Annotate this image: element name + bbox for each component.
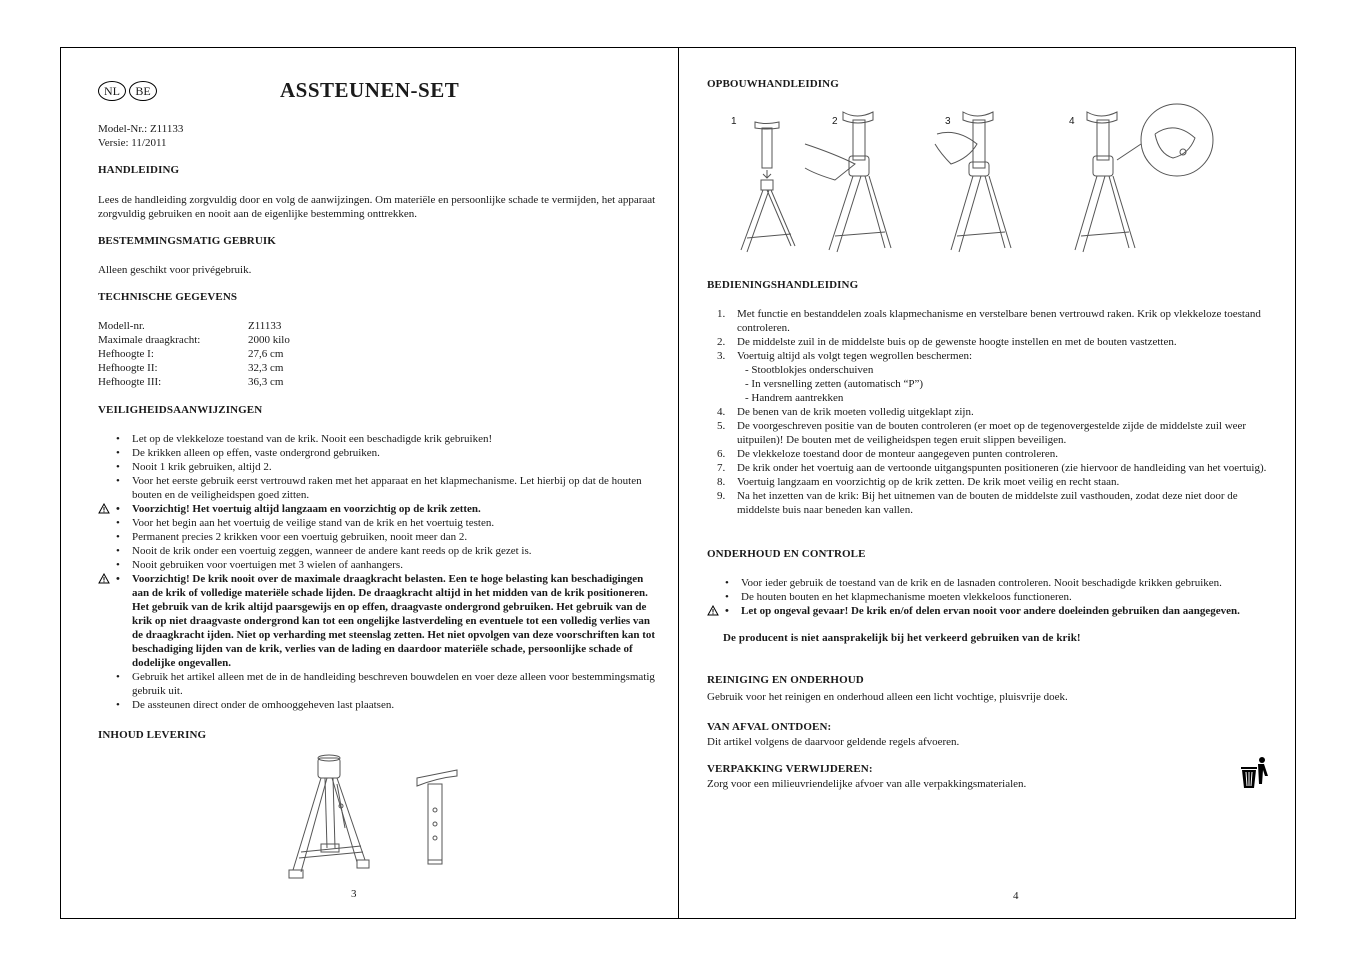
list-item [707,405,1282,419]
item-number: 5. [717,420,726,432]
safety-text: Voor het begin aan het voertuig de veilige stand van de krik en het voertuig testen. [132,517,495,529]
producer-note: De producent is niet aansprakelijk bij het verkeerd gebruiken van de krik! [723,632,1081,644]
item-number: 6. [717,448,726,460]
item-number: 9. [717,490,726,502]
onderhoud-text: De houten bouten en het klapmechanisme moeten vlekkeloos functioneren. [741,591,1072,603]
step-label-3: 3 [945,116,951,127]
tech-table [98,319,290,389]
item-text: De middelste zuil in de middelste buis op de gewenste hoogte instellen en met de bouten vastzetten. [737,336,1177,348]
warning-icon [707,605,719,620]
gebruik-text: Alleen geschikt voor privégebruik. [98,264,252,276]
safety-text: Gebruik het artikel alleen met de in de handleiding beschreven bouwdelen en voer deze alleen voor bestemmingsmatig gebruik uit. [132,671,655,697]
list-item-warning: • Voorzichtig! De krik nooit over de maximale draagkracht belasten. Een te hoge belasting kan beschadigingen aan de krik of volledige materiële schade lijden. De draagkracht altijd in het midden van de krik positioneren. Het gebruik van de krik altijd paarsgewijs en op effen, draagvaste ondergrond gebruiken. Het gebruik van de krik op niet draagvaste ondergrond kan tot een ongelijke lastverdeling en eventuele tot een volledig verlies van de draagkracht ijden. Niet op verharding met steenslag zetten. Het niet opvolgen van deze voorschriften kan tot beschadiging lijden van de krik, verlies van de lading en daardoor materiële schade, persoonlijke schade of dodelijke ongevallen. [98,572,663,670]
list-item: • Voor ieder gebruik de toestand van de krik en de lasnaden controleren. Nooit beschadigde krikken gebruiken. [725,577,1222,589]
safety-text: Nooit 1 krik gebruiken, altijd 2. [132,461,272,473]
warning-icon [98,573,110,588]
safety-text: Nooit de krik onder een voertuig zeggen, wanneer de andere kant reeds op de krik gezet is. [132,545,532,557]
list-subitem [707,391,1282,405]
tech-value: 36,3 cm [248,376,284,388]
item-number: 3. [717,350,726,362]
verpakking-text: Zorg voor een milieuvriendelijke afvoer van alle verpakkingsmaterialen. [707,778,1027,790]
safety-text: De assteunen direct onder de omhooggeheven last plaatsen. [132,699,395,711]
list-item-warning: • Voorzichtig! Het voertuig altijd langzaam en voorzichtig op de krik zetten. [98,502,663,516]
heading-levering: INHOUD LEVERING [98,729,207,741]
item-number: 1. [717,308,726,320]
afval-text: Dit artikel volgens de daarvoor geldende regels afvoeren. [707,736,960,748]
heading-afval: VAN AFVAL ONTDOEN: [707,721,832,733]
heading-onderhoud: ONDERHOUD EN CONTROLE [707,548,866,560]
list-item: • Nooit 1 krik gebruiken, altijd 2. [116,461,272,473]
item-text: - Stootblokjes onderschuiven [745,364,874,376]
item-text: De benen van de krik moeten volledig uitgeklapt zijn. [737,406,974,418]
item-number: 2. [717,336,726,348]
safety-list [98,432,663,712]
list-item: • Voor het begin aan het voertuig de veilige stand van de krik en het voertuig testen. [116,517,495,529]
list-item: • Let op de vlekkeloze toestand van de krik. Nooit een beschadigde krik gebruiken! [116,433,493,445]
list-item [707,307,1282,335]
model-number: Model-Nr.: Z11133 [98,123,184,135]
tech-value: 32,3 cm [248,362,284,374]
document-title: ASSTEUNEN-SET [280,78,460,102]
heading-veiligheid: VEILIGHEIDSAANWIJZINGEN [98,404,263,416]
tech-value: Z11133 [248,320,282,332]
tech-label: Modell-nr. [98,320,145,332]
item-text: Met functie en bestanddelen zoals klapmechanisme en verstelbare benen vertrouwd raken. Krik op vlekkeloze toestand controleren. [737,308,1261,334]
page-number-right: 4 [1013,890,1019,902]
heading-reiniging: REINIGING EN ONDERHOUD [707,674,864,686]
heading-technisch: TECHNISCHE GEGEVENS [98,291,238,303]
list-item [707,461,1282,475]
heading-bediening: BEDIENINGSHANDLEIDING [707,279,859,291]
list-item [707,349,1282,363]
step-label-1: 1 [731,116,737,127]
item-text: De krik onder het voertuig aan de vertoonde uitgangspunten positioneren (zie hiervoor de handleiding van het voertuig). [737,462,1267,474]
tech-row [98,347,290,361]
item-text: Na het inzetten van de krik: Bij het uitnemen van de bouten de middelste zuil vasthouden, zodat deze niet door de middelste buis naar beneden kan vallen. [737,490,1238,516]
tech-label: Hefhoogte II: [98,362,158,374]
bediening-list [707,307,1282,517]
heading-handleiding: HANDLEIDING [98,164,180,176]
list-subitem [707,363,1282,377]
item-text: De voorgeschreven positie van de bouten controleren (er moet op de tegenovergestelde zijde de middelste zuil weer uitpuilen)! De bouten met de veiligheidspen tegen eruit slippen beveiligen. [737,420,1247,446]
tech-label: Maximale draagkracht: [98,334,201,346]
safety-text: Voorzichtig! De krik nooit over de maximale draagkracht belasten. Een te hoge belasting kan beschadigingen aan de krik of volledige materiële schade lijden. De draagkracht altijd in het midden van de krik positioneren. Het gebruik van de krik altijd paarsgewijs en op effen, draagvaste ondergrond gebruiken. Het gebruik van de krik op niet draagvaste ondergrond kan tot een ongelijke lastverdeling en eventuele tot een volledig verlies van de draagkracht ijden. Niet op verharding met steenslag zetten. Het niet opvolgen van deze voorschriften kan tot beschadiging lijden van de krik, verlies van de lading en daardoor materiële schade, persoonlijke schade of dodelijke ongevallen. [132,573,656,669]
badge-be: BE [129,81,157,101]
list-subitem [707,377,1282,391]
tech-value: 2000 kilo [248,334,290,346]
item-text: Voertuig altijd als volgt tegen wegrollen beschermen: [737,350,973,362]
safety-text: Voorzichtig! Het voertuig altijd langzaam en voorzichtig op de krik zetten. [132,503,481,515]
list-item [707,475,1282,489]
tech-label: Hefhoogte III: [98,376,162,388]
tech-row [98,333,290,347]
safety-text: Permanent precies 2 krikken voor een voertuig gebruiken, nooit meer dan 2. [132,531,468,543]
handleiding-text: Lees de handleiding zorgvuldig door en volg de aanwijzingen. Om materiële en persoonlijke schade te vermijden, het apparaat zorgvuldig gebruiken en nooit aan de eigenlijke bestemming onttrekken. [98,194,656,220]
item-text: - In versnelling zetten (automatisch “P”) [745,378,924,390]
item-number: 8. [717,476,726,488]
safety-text: Let op de vlekkeloze toestand van de krik. Nooit een beschadigde krik gebruiken! [132,433,493,445]
onderhoud-text: Let op ongeval gevaar! De krik en/of delen ervan nooit voor andere doeleinden gebruiken dan aangegeven. [741,605,1240,617]
safety-text: Voor het eerste gebruik eerst vertrouwd raken met het apparaat en het klapmechanisme. Let hierbij op dat de houten bouten en de veiligheidspen goed zitten. [132,475,642,501]
assembly-illustration [725,100,1245,270]
onderhoud-list [707,576,1282,618]
tech-row [98,361,290,375]
reiniging-text: Gebruik voor het reinigen en onderhoud alleen een licht vochtige, pluisvrije doek. [707,691,1068,703]
delivery-illustration [275,748,475,888]
list-item [707,447,1282,461]
onderhoud-text: Voor ieder gebruik de toestand van de krik en de lasnaden controleren. Nooit beschadigde krikken gebruiken. [741,577,1222,589]
step-label-2: 2 [832,116,838,127]
list-item: • De krikken alleen op effen, vaste ondergrond gebruiken. [116,447,380,459]
list-item: • De assteunen direct onder de omhooggeheven last plaatsen. [116,699,395,711]
list-item: • De houten bouten en het klapmechanisme moeten vlekkeloos functioneren. [725,591,1072,603]
list-item [707,489,1282,517]
item-number: 4. [717,406,726,418]
list-item: • Permanent precies 2 krikken voor een voertuig gebruiken, nooit meer dan 2. [116,531,468,543]
list-item [707,419,1282,447]
version: Versie: 11/2011 [98,137,167,149]
heading-opbouw: OPBOUWHANDLEIDING [707,78,839,90]
list-item: • Voor het eerste gebruik eerst vertrouwd raken met het apparaat en het klapmechanisme. Let hierbij op dat de houten bouten en de veiligheidspen goed zitten. [116,475,642,501]
list-item: • Nooit gebruiken voor voertuigen met 3 wielen of aanhangers. [116,559,403,571]
list-item: • Nooit de krik onder een voertuig zeggen, wanneer de andere kant reeds op de krik gezet is. [116,545,532,557]
step-label-4: 4 [1069,116,1075,127]
recycle-bin-icon [1240,756,1270,792]
heading-gebruik: BESTEMMINGSMATIG GEBRUIK [98,235,276,247]
item-text: Voertuig langzaam en voorzichtig op de krik zetten. De krik moet veilig en recht staan. [737,476,1120,488]
tech-row [98,375,290,389]
tech-row [98,319,290,333]
item-text: - Handrem aantrekken [745,392,844,404]
item-text: De vlekkeloze toestand door de monteur aangegeven punten controleren. [737,448,1059,460]
language-badges [98,81,160,101]
page-divider [678,47,679,919]
page-number-left: 3 [351,888,357,900]
list-item [707,335,1282,349]
tech-label: Hefhoogte I: [98,348,154,360]
safety-text: Nooit gebruiken voor voertuigen met 3 wielen of aanhangers. [132,559,403,571]
list-item-warning: • Let op ongeval gevaar! De krik en/of delen ervan nooit voor andere doeleinden gebruiken dan aangegeven. [707,604,1282,618]
tech-value: 27,6 cm [248,348,284,360]
item-number: 7. [717,462,726,474]
heading-verpakking: VERPAKKING VERWIJDEREN: [707,763,873,775]
list-item: • Gebruik het artikel alleen met de in de handleiding beschreven bouwdelen en voer deze alleen voor bestemmingsmatig gebruik uit. [116,671,655,697]
badge-nl: NL [98,81,126,101]
safety-text: De krikken alleen op effen, vaste ondergrond gebruiken. [132,447,380,459]
